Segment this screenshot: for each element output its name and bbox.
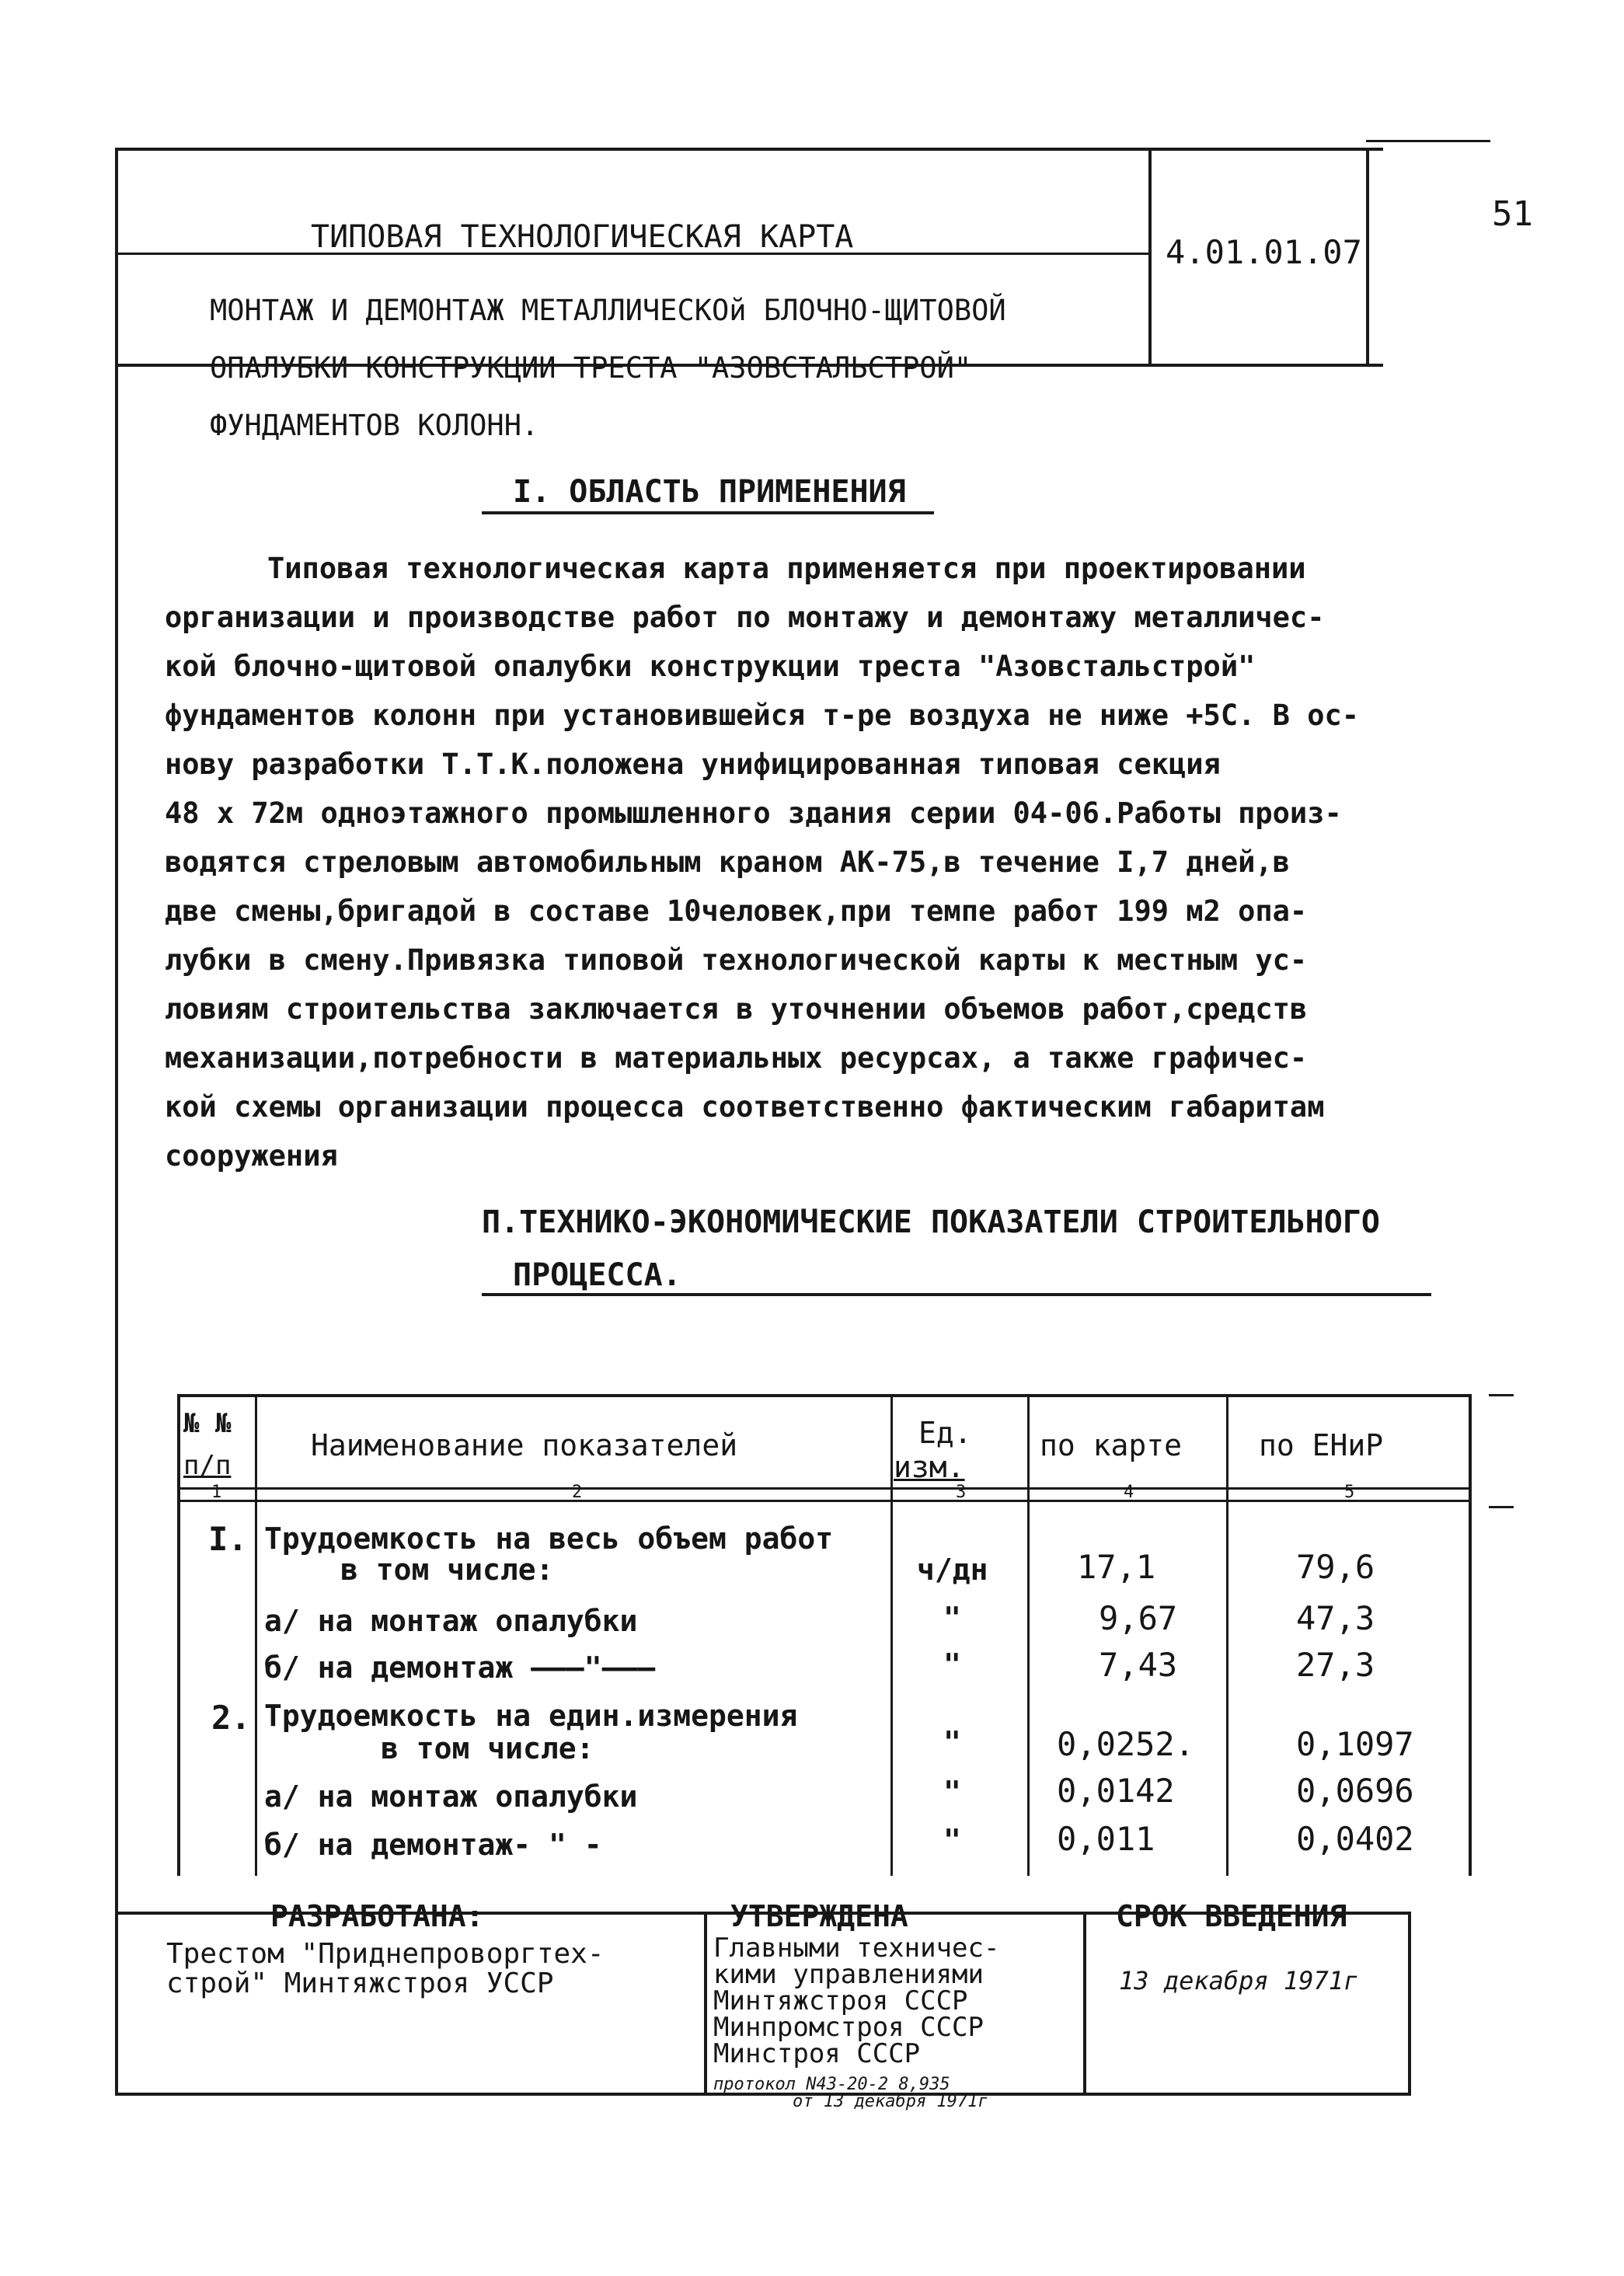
row-by-card: 0,0142 (1057, 1772, 1175, 1810)
row-name: б/ на демонтаж- " - (264, 1828, 602, 1862)
row-by-enir: 0,0402 (1296, 1820, 1414, 1858)
row-by-card: 7,43 (1099, 1646, 1178, 1684)
col-header-by-card: по карте (1040, 1428, 1183, 1462)
developed-text: Трестом "Приднепроворгтех- строй" Минтяжстроя УССР (166, 1938, 605, 1999)
section-2-title-line1: П.ТЕХНИКО-ЭКОНОМИЧЕСКИЕ ПОКАЗАТЕЛИ СТРОИТЕЛЬНОГО (482, 1204, 1380, 1240)
card-code: 4.01.01.07 (1166, 233, 1362, 271)
body-line: водятся стреловым автомобильным краном АК-75,в течение I,7 дней,в (165, 845, 1290, 879)
row-by-enir: 27,3 (1296, 1646, 1375, 1684)
row-by-enir: 0,1097 (1296, 1725, 1414, 1763)
row-name: а/ на монтаж опалубки (264, 1604, 638, 1638)
row-unit: " (943, 1725, 961, 1759)
row-by-enir: 47,3 (1296, 1599, 1375, 1637)
row-unit: " (943, 1775, 961, 1809)
body-line: фундаментов колонн при установившейся т-ре воздуха не ниже +5С. В ос- (165, 699, 1360, 732)
row-name: Трудоемкость на весь объем работ (264, 1521, 834, 1556)
body-line: сооружения (165, 1139, 338, 1173)
col-header-unit: изм. (894, 1450, 965, 1484)
section-1-body (165, 544, 1517, 1180)
approved-title: УТВЕРЖДЕНА (730, 1899, 908, 1933)
col-number: 3 (956, 1483, 967, 1502)
row-unit: " (943, 1823, 961, 1857)
row-name: а/ на монтаж опалубки (264, 1779, 638, 1814)
row-by-card: 9,67 (1099, 1599, 1178, 1637)
row-by-card: 0,011 (1057, 1820, 1155, 1858)
term-title: СРОК ВВЕДЕНИЯ (1116, 1899, 1347, 1933)
col-header-unit: Ед. (918, 1416, 972, 1450)
body-line: механизации,потребности в материальных ресурсах, а также графичес- (165, 1041, 1308, 1075)
col-header-by-enir: по ЕНиР (1259, 1428, 1384, 1462)
body-line: лубки в смену.Привязка типовой технологической карты к местным ус- (165, 943, 1308, 977)
card-subtitle (210, 267, 1150, 469)
body-line: кой схемы организации процесса соответственно фактическим габаритам (165, 1090, 1325, 1124)
col-number: 2 (572, 1483, 583, 1502)
page-left-border (115, 367, 118, 2096)
body-line: кой блочно-щитовой опалубки конструкции треста "Азовстальстрой" (165, 650, 1256, 683)
row-unit: " (943, 1647, 961, 1682)
section-2-underline (482, 1293, 1431, 1296)
row-name: Трудоемкость на един.измерения (264, 1699, 798, 1733)
row-by-card: 17,1 (1077, 1548, 1156, 1586)
body-line: 48 х 72м одноэтажного промышленного здания серии 04-06.Работы произ- (165, 796, 1342, 830)
term-date: 13 декабря 1971г (1119, 1966, 1359, 1995)
col-number: 5 (1344, 1483, 1355, 1502)
body-line: ловиям строительства заключается в уточнении объемов работ,средств (165, 992, 1308, 1026)
card-subtitle-line: МОНТАЖ И ДЕМОНТАЖ МЕТАЛЛИЧЕСКОй БЛОЧНО-ЩИТОВОЙ (210, 294, 1006, 327)
row-name: б/ на демонтаж ———"——— (264, 1650, 656, 1685)
body-line: две смены,бригадой в составе 10человек,при темпе работ 199 м2 опа- (165, 894, 1308, 928)
row-name: в том числе: (381, 1731, 594, 1765)
col-number: 4 (1124, 1483, 1134, 1502)
body-line: Типовая технологическая карта применяется при проектировании (267, 552, 1306, 585)
row-name: в том числе: (340, 1553, 554, 1587)
protocol-line: от 13 декабря 1971г (793, 2092, 988, 2111)
row-num: 2. (211, 1699, 251, 1737)
card-title: ТИПОВАЯ ТЕХНОЛОГИЧЕСКАЯ КАРТА (311, 219, 854, 255)
body-line: организации и производстве работ по монтажу и демонтажу металличес- (165, 601, 1325, 634)
row-unit: ч/дн (917, 1553, 988, 1587)
section-1-title: I. ОБЛАСТЬ ПРИМЕНЕНИЯ (513, 474, 906, 510)
protocol-line: протокол N43-20-2 8,935 (713, 2075, 950, 2094)
approved-text: Главными техничес- кими управлениями Минтяжстроя СССР Минпромстроя СССР Минстроя СССР (713, 1933, 1000, 2069)
row-by-card: 0,0252. (1057, 1725, 1195, 1763)
row-by-enir: 79,6 (1296, 1548, 1375, 1586)
col-header-num: п/п (183, 1450, 232, 1481)
row-by-enir: 0,0696 (1296, 1772, 1414, 1810)
card-subtitle-line: ФУНДАМЕНТОВ КОЛОНН. (210, 409, 539, 442)
section-2-title-line2: ПРОЦЕССА. (513, 1257, 681, 1293)
developed-title: РАЗРАБОТАНА: (270, 1899, 484, 1933)
body-line: нову разработки Т.Т.К.положена унифицированная типовая секция (165, 748, 1221, 781)
section-1-underline (482, 511, 934, 514)
page-number: 51 (1492, 194, 1533, 234)
row-unit: " (943, 1601, 961, 1635)
row-num: I. (208, 1520, 248, 1558)
col-header-name: Наименование показателей (311, 1428, 738, 1462)
card-subtitle-line: ОПАЛУБКИ КОНСТРУКЦИИ ТРЕСТА "АЗОВСТАЛЬСТРОЙ" (210, 351, 972, 385)
col-header-num: № № (183, 1408, 232, 1439)
col-number: 1 (211, 1483, 222, 1502)
